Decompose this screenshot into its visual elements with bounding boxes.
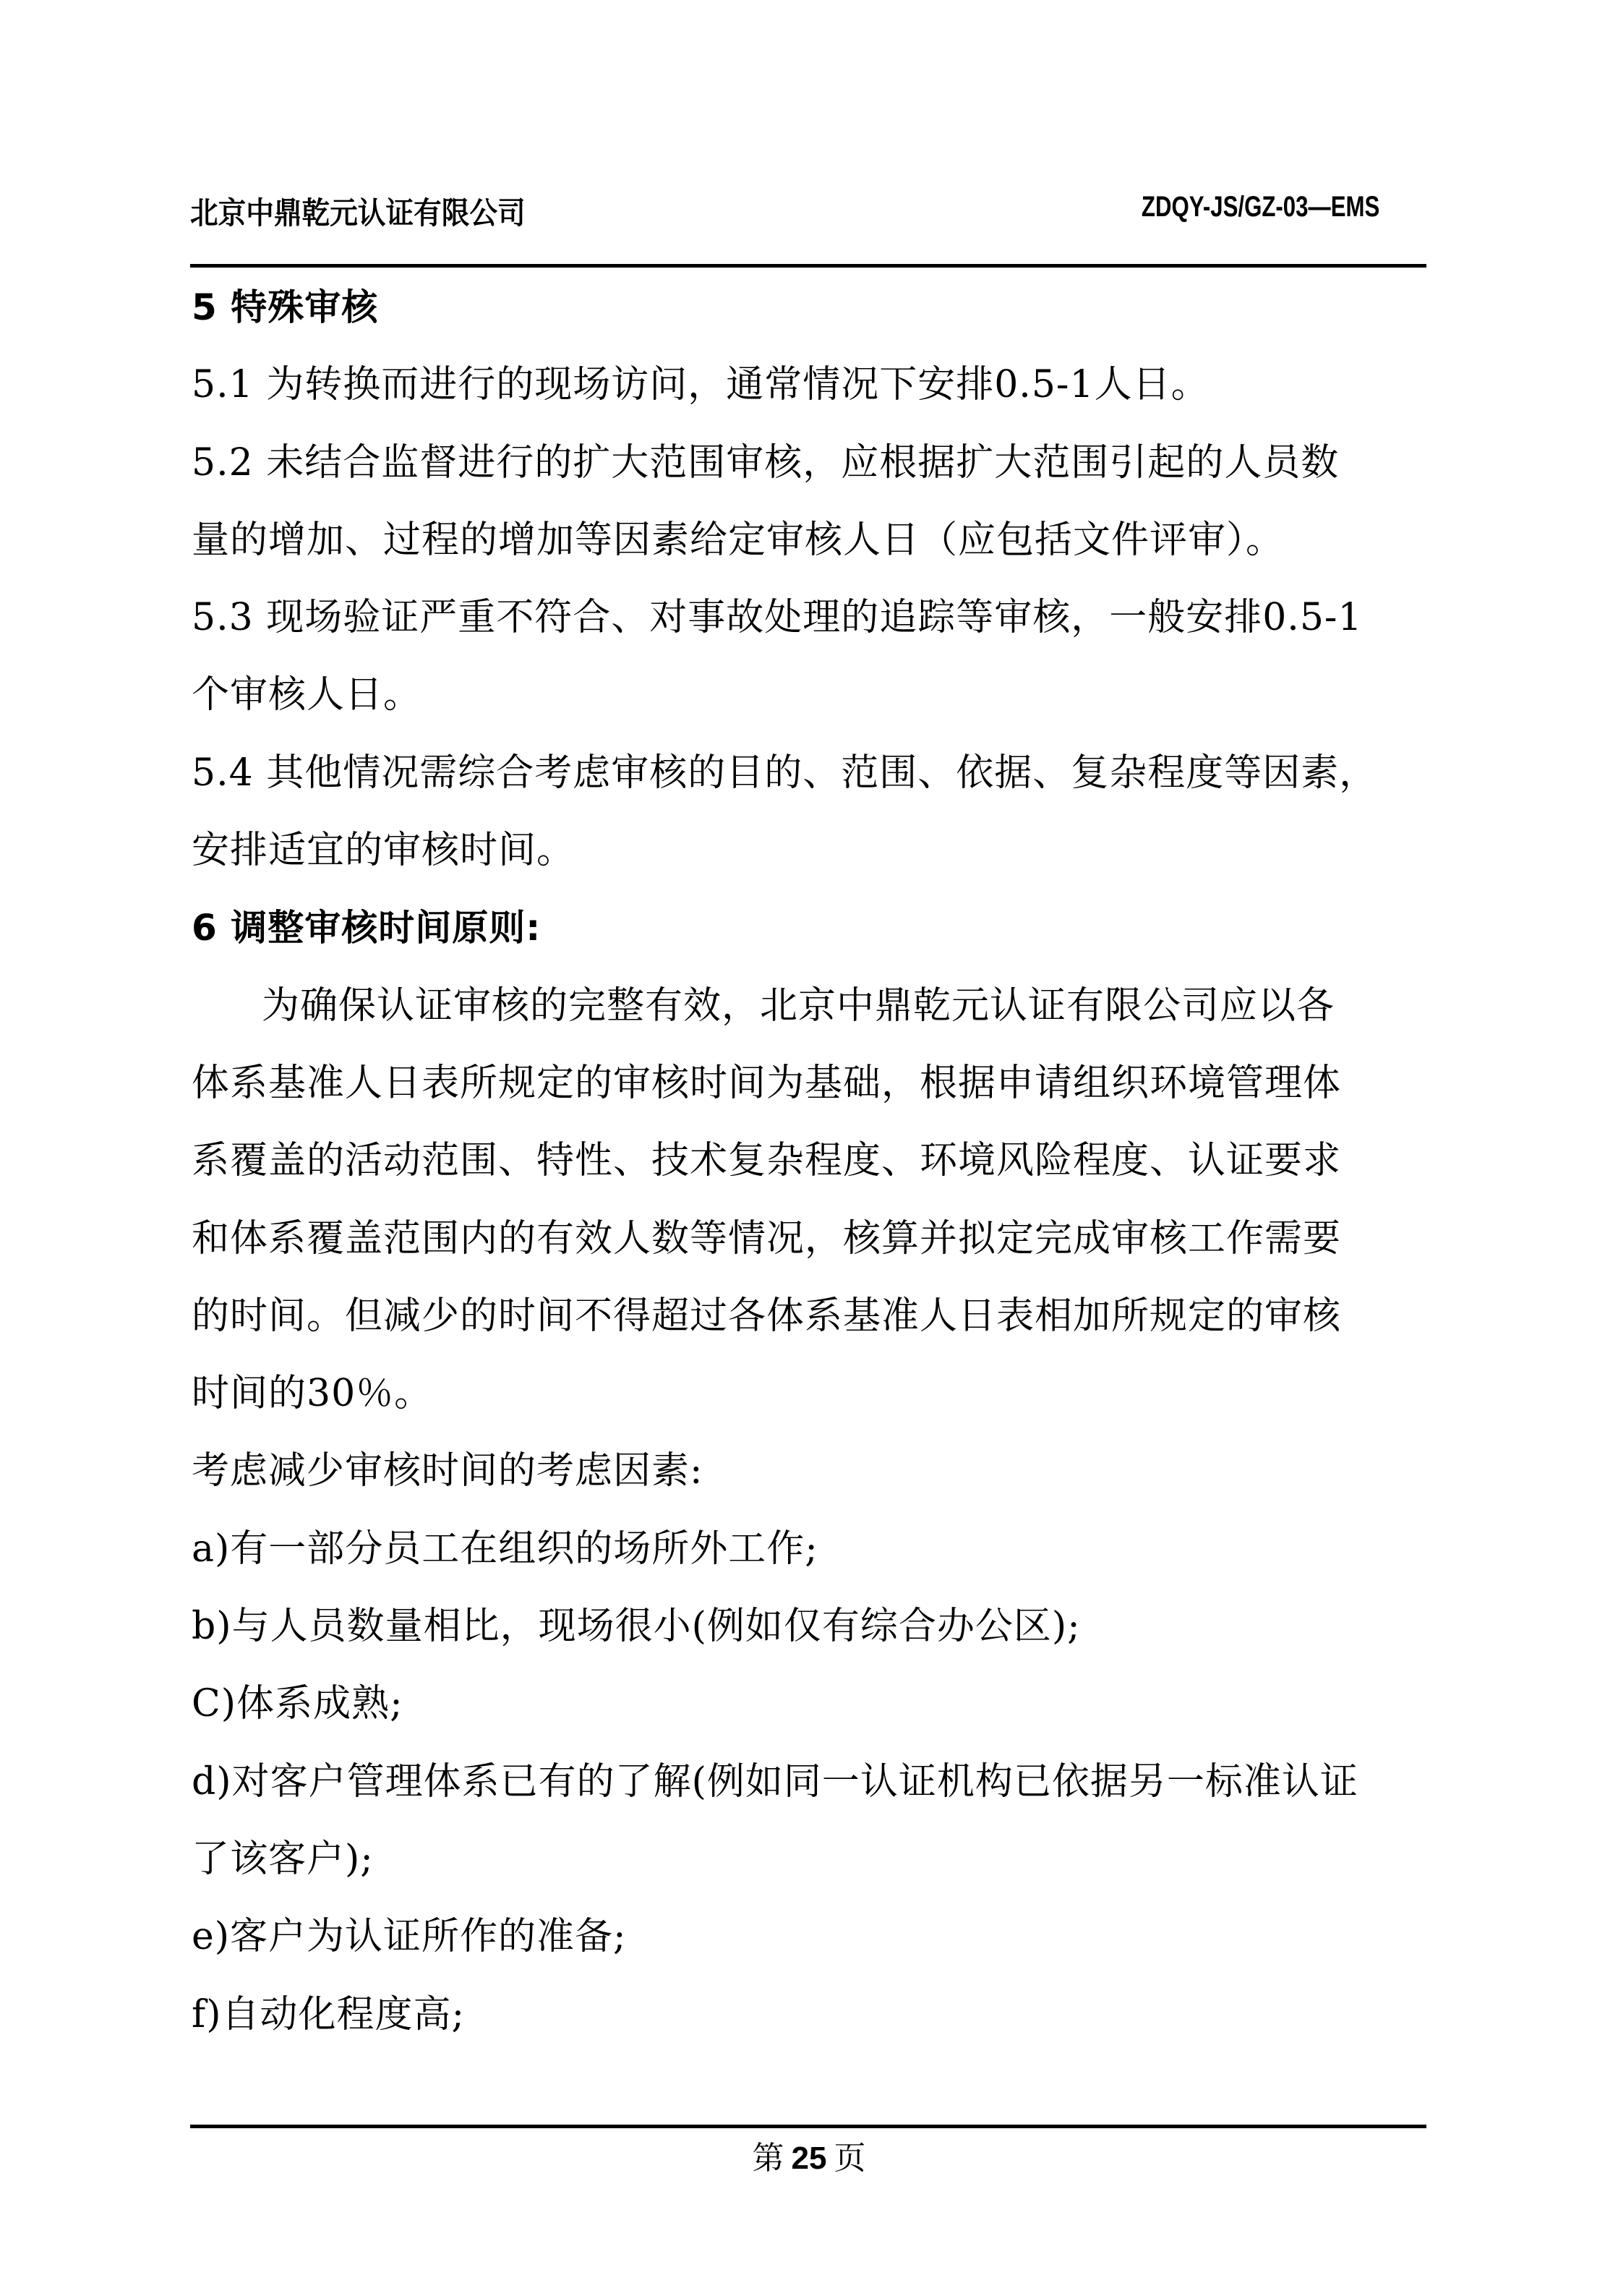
document-code: ZDQY-JS/GZ-03—EMS bbox=[1141, 191, 1379, 223]
paragraph-line: 的时间。但减少的时间不得超过各体系基准人日表相加所规定的审核 bbox=[192, 1294, 1342, 1338]
paragraph-line: 时间的30％。 bbox=[192, 1372, 433, 1416]
clause-5-3-cont: 个审核人日。 bbox=[192, 673, 422, 717]
section-heading-5: 5 特殊审核 bbox=[192, 286, 379, 328]
factors-intro: 考虑减少审核时间的考虑因素: bbox=[192, 1449, 703, 1493]
paragraph-line: 为确保认证审核的完整有效，北京中鼎乾元认证有限公司应以各 bbox=[262, 983, 1335, 1028]
clause-5-1: 5.1 为转换而进行的现场访问，通常情况下安排0.5-1人日。 bbox=[192, 363, 1210, 407]
header-rule bbox=[190, 264, 1426, 268]
clause-5-4-cont: 安排适宜的审核时间。 bbox=[192, 829, 575, 873]
paragraph-line: 体系基准人日表所规定的审核时间为基础，根据申请组织环境管理体 bbox=[192, 1061, 1342, 1105]
factor-f: f)自动化程度高; bbox=[192, 1992, 466, 2036]
factor-a: a)有一部分员工在组织的场所外工作; bbox=[192, 1527, 818, 1571]
footer-rule bbox=[190, 2125, 1426, 2128]
section-heading-6: 6 调整审核时间原则: bbox=[192, 907, 542, 949]
company-name: 北京中鼎乾元认证有限公司 bbox=[190, 195, 526, 231]
paragraph-line: 系覆盖的活动范围、特性、技术复杂程度、环境风险程度、认证要求 bbox=[192, 1139, 1342, 1183]
page-prefix: 第 bbox=[752, 2140, 784, 2177]
factor-d: d)对客户管理体系已有的了解(例如同一认证机构已依据另一标准认证 bbox=[192, 1759, 1358, 1804]
clause-5-3: 5.3 现场验证严重不符合、对事故处理的追踪等审核，一般安排0.5-1 bbox=[192, 596, 1363, 640]
factor-c: C)体系成熟; bbox=[192, 1682, 403, 1726]
clause-5-4: 5.4 其他情况需综合考虑审核的目的、范围、依据、复杂程度等因素， bbox=[192, 751, 1378, 795]
factor-d-cont: 了该客户); bbox=[192, 1837, 374, 1881]
paragraph-line: 和体系覆盖范围内的有效人数等情况，核算并拟定完成审核工作需要 bbox=[192, 1216, 1342, 1260]
factor-b: b)与人员数量相比，现场很小(例如仅有综合办公区); bbox=[192, 1605, 1081, 1649]
factor-e: e)客户为认证所作的准备; bbox=[192, 1915, 627, 1959]
clause-5-2-cont: 量的增加、过程的增加等因素给定审核人日（应包括文件评审）。 bbox=[192, 518, 1285, 562]
page-header bbox=[190, 189, 1426, 233]
page-body bbox=[192, 281, 1406, 2065]
clause-5-2: 5.2 未结合监督进行的扩大范围审核，应根据扩大范围引起的人员数 bbox=[192, 440, 1340, 485]
page-footer bbox=[0, 2132, 1618, 2178]
page-suffix: 页 bbox=[834, 2140, 866, 2177]
page-number: 25 bbox=[791, 2141, 827, 2176]
